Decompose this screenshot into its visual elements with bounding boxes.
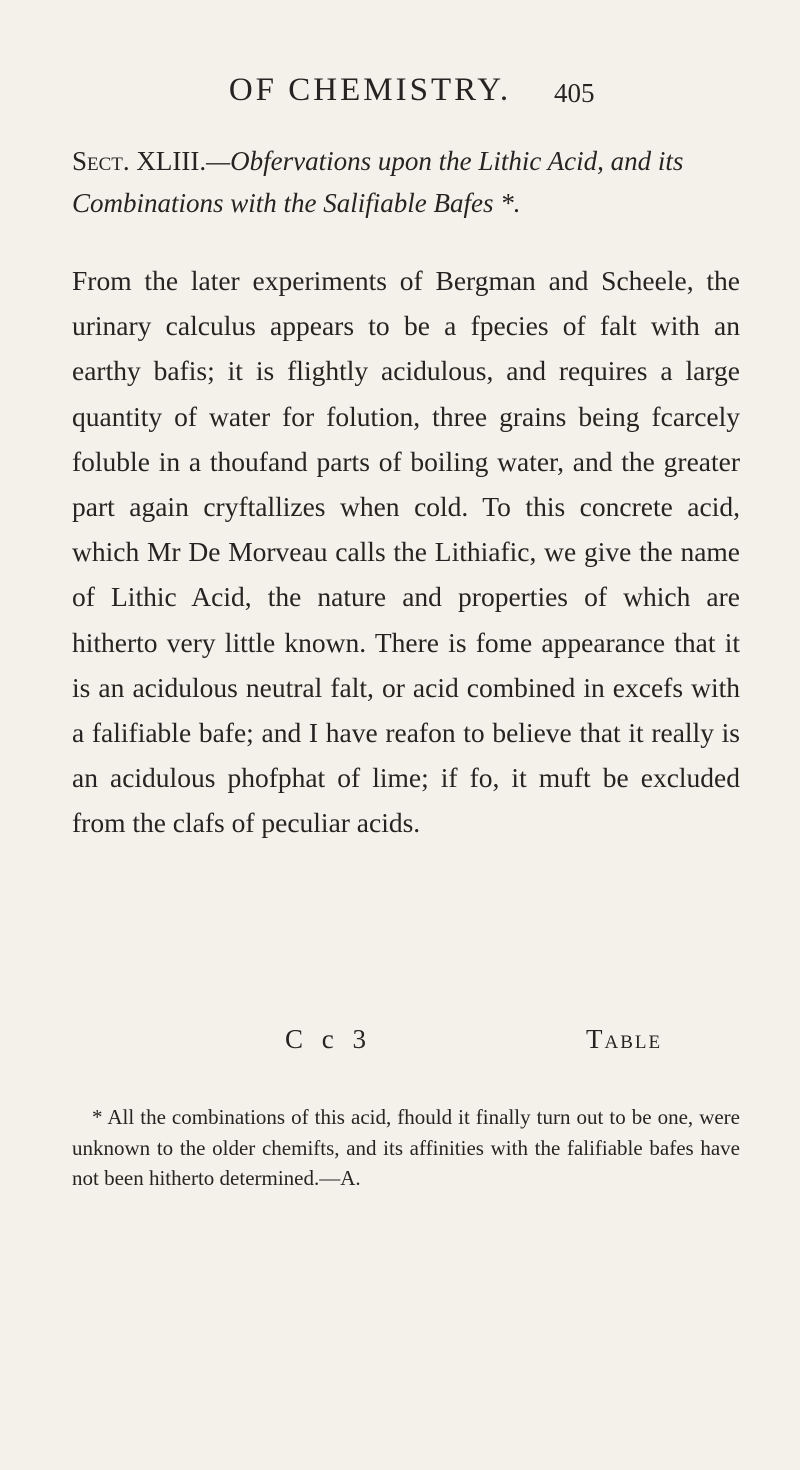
body-paragraph: From the later experiments of Bergman and Scheele, the urinary calculus appears to be a fpecies of falt with an earthy bafis; it is flightly acidulous, and requires a large quantity of water for folution, three grains being fcarcely foluble in a thoufand parts of boiling water, and the greater part again cryftallizes when cold. To this concrete acid, which Mr De Morveau calls the Lithiafic, we give the name of Lithic Acid, the nature and properties of which are hitherto very little known. There is fome appearance that it is an acidulous neutral falt, or acid combined in excefs with a falifiable bafe; and I have reafon to believe that it really is an acidulous phofphat of lime; if fo, it muft be excluded from the clafs of peculiar acids. <box>72 265 740 839</box>
signature-line <box>0 1024 800 1064</box>
running-title: OF CHEMISTRY. <box>228 72 512 108</box>
section-heading <box>72 140 732 224</box>
catchword: Table <box>586 1024 663 1054</box>
signature-mark: C c 3 <box>285 1024 372 1054</box>
footnote-text: * All the combinations of this acid, fhould it finally turn out to be one, were unknown to the older chemifts, and its affinities with the falifiable bafes have not been hitherto determined.—A. <box>72 1105 740 1190</box>
body-text <box>72 258 740 846</box>
page-number: 405 <box>554 78 595 108</box>
footnote <box>72 1102 740 1194</box>
running-head <box>0 72 800 122</box>
section-label: Sect. XLIII. <box>72 146 207 176</box>
section-title: —Obfervations upon the Lithic Acid, and its Combinations with the Salifiable Bafes *. <box>72 146 684 218</box>
